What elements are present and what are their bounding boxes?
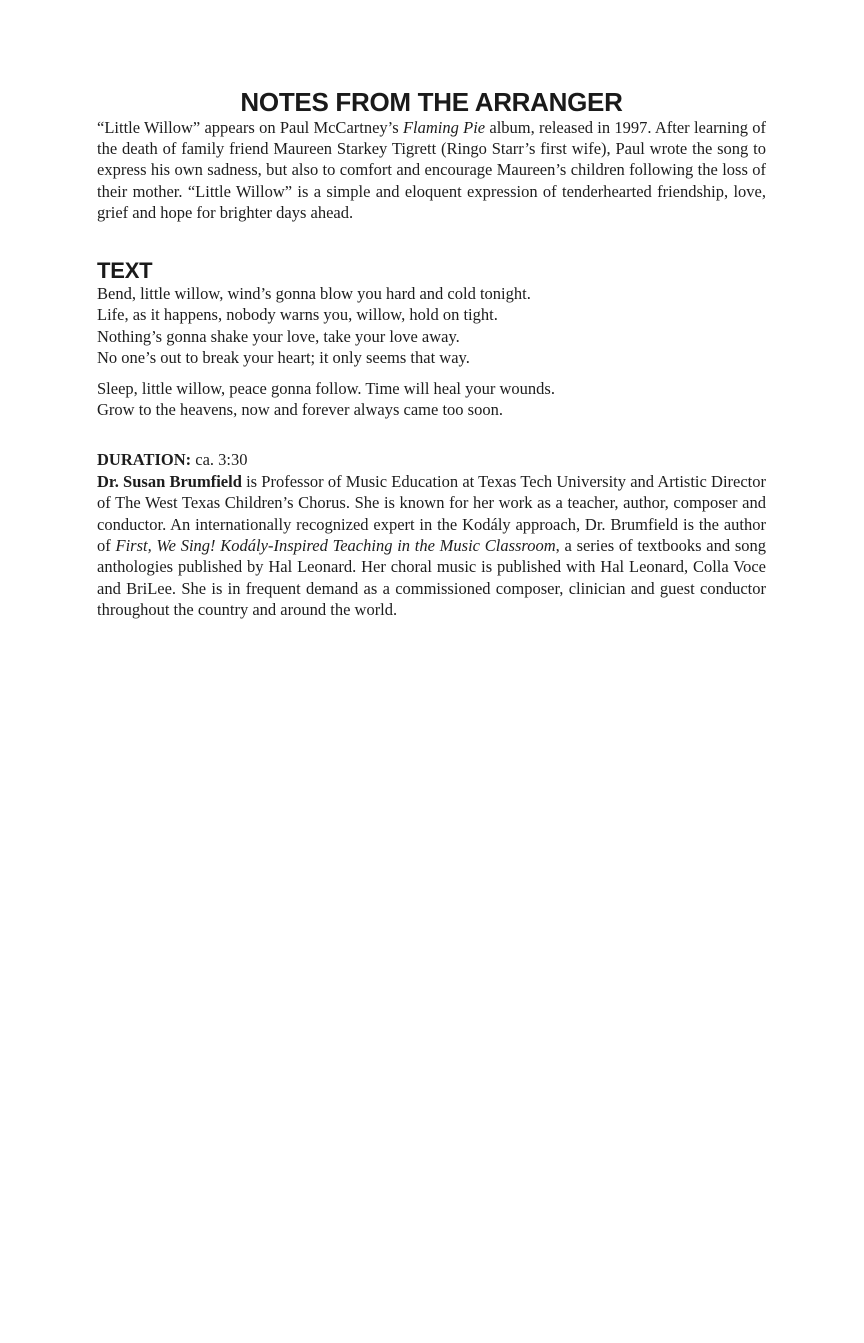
intro-text-start: “Little Willow” appears on Paul McCartney’s xyxy=(97,117,403,137)
book-title-italic: First, We Sing! Kodály-Inspired Teaching in the Music Classroom xyxy=(115,535,556,555)
intro-paragraph xyxy=(97,117,766,224)
bio-paragraph xyxy=(97,471,766,621)
page-content xyxy=(0,88,864,621)
duration-line xyxy=(97,449,766,470)
lyric-line: Sleep, little willow, peace gonna follow. Time will heal your wounds. xyxy=(97,378,555,398)
duration-value: ca. 3:30 xyxy=(195,450,248,470)
lyric-line: Grow to the heavens, now and forever always came too soon. xyxy=(97,399,503,419)
lyrics-stanza-2 xyxy=(97,378,766,421)
intro-text-rest: album, released in 1997. After learning of the death of family friend Maureen Starkey Tigrett (Ringo Starr’s first wife), Paul wrote the song to express his own sadness, but also to comfort and encourage Maureen’s children following the loss of their mother. “Little Willow” is a simple and eloquent expression of tenderhearted friendship, love, grief and hope for brighter days ahead. xyxy=(97,117,767,223)
bio-text-start: is Professor of Music Education at Texas Tech University and Artistic Director of The West Texas Children’s Chorus. She is known for her work as a teacher, author, composer and conductor. An internationally recognized expert in the Kodály approach, Dr. Brumfield is the author of xyxy=(97,471,767,555)
bio-author-name: Dr. Susan Brumfield xyxy=(97,471,242,491)
lyric-line: Bend, little willow, wind’s gonna blow you hard and cold tonight. xyxy=(97,283,531,303)
duration-label: DURATION: xyxy=(97,450,192,470)
album-title-italic: Flaming Pie xyxy=(402,117,486,137)
lyric-line: No one’s out to break your heart; it only seems that way. xyxy=(97,348,470,368)
page-title: NOTES FROM THE ARRANGER xyxy=(240,87,623,117)
bio-text-rest: , a series of textbooks and song anthologies published by Hal Leonard. Her choral music is published with Hal Leonard, Colla Voce and BriLee. She is in frequent demand as a commissioned composer, clinician and guest conductor throughout the country and around the world. xyxy=(97,535,766,620)
lyric-line: Life, as it happens, nobody warns you, willow, hold on tight. xyxy=(97,305,498,325)
lyric-line: Nothing’s gonna shake your love, take your love away. xyxy=(97,326,460,346)
lyrics-stanza-1 xyxy=(97,283,766,369)
text-section-heading: TEXT xyxy=(97,257,153,283)
